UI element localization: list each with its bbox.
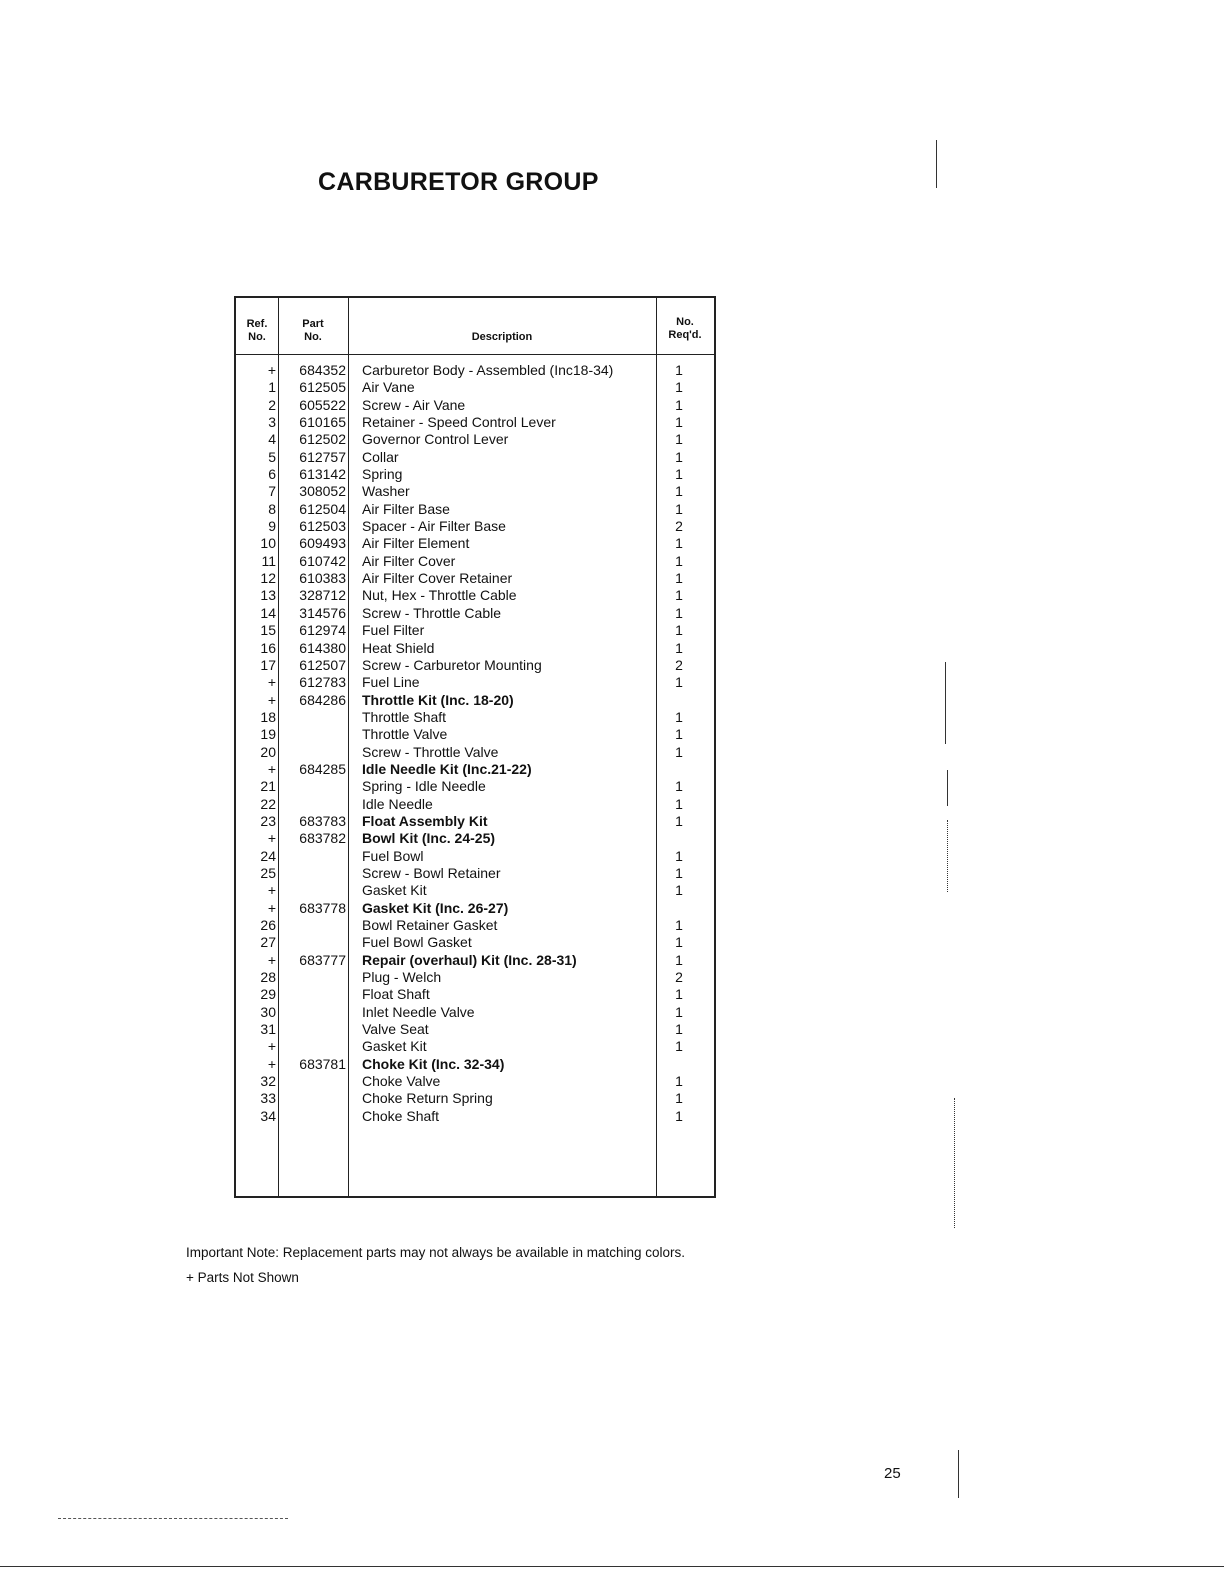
description-cell: Inlet Needle Valve — [362, 1003, 475, 1020]
ref-cell: 32 — [260, 1073, 276, 1090]
ref-cell: 11 — [261, 552, 276, 569]
header-qty — [656, 316, 714, 342]
table-row — [236, 553, 714, 570]
table-row — [236, 449, 714, 466]
quantity-cell: 1 — [675, 743, 683, 760]
header-description: Description — [471, 331, 533, 343]
quantity-cell: 1 — [675, 882, 683, 899]
margin-line — [958, 1450, 959, 1498]
ref-cell: 21 — [260, 778, 276, 795]
table-row — [236, 726, 714, 743]
description-cell: Float Assembly Kit — [362, 812, 488, 829]
description-cell: Idle Needle Kit (Inc.21-22) — [362, 760, 532, 777]
description-cell: Idle Needle — [362, 795, 433, 812]
table-row — [236, 605, 714, 622]
table-row — [236, 397, 714, 414]
table-row — [236, 1108, 714, 1125]
quantity-cell: 1 — [675, 1090, 683, 1107]
part-number-cell: 612783 — [299, 674, 346, 691]
ref-cell: 33 — [260, 1090, 276, 1107]
ref-cell: 20 — [260, 743, 276, 760]
ref-cell: + — [267, 1055, 276, 1072]
ref-cell: 18 — [260, 708, 276, 725]
ref-cell: 24 — [260, 847, 276, 864]
description-cell: Fuel Filter — [362, 622, 425, 639]
quantity-cell: 1 — [675, 951, 683, 968]
quantity-cell: 1 — [675, 379, 683, 396]
table-row — [236, 1073, 714, 1090]
ref-cell: 8 — [268, 500, 276, 517]
table-row — [236, 1021, 714, 1038]
ref-cell: 34 — [260, 1107, 276, 1124]
quantity-cell: 1 — [675, 1021, 683, 1038]
important-note: Important Note: Replacement parts may not always be available in matching colors. — [186, 1245, 685, 1260]
part-number-cell: 612505 — [299, 379, 346, 396]
table-row — [236, 796, 714, 813]
ref-cell: + — [267, 899, 276, 916]
ref-cell: 17 — [260, 656, 276, 673]
table-row — [236, 1056, 714, 1073]
ref-cell: 26 — [260, 917, 276, 933]
table-row — [236, 761, 714, 778]
description-cell: Bowl Retainer Gasket — [362, 917, 498, 933]
ref-cell: 9 — [268, 518, 276, 535]
quantity-cell: 1 — [675, 535, 683, 552]
description-cell: Air Filter Cover — [362, 552, 456, 569]
quantity-cell: 1 — [675, 726, 683, 743]
description-cell: Governor Control Lever — [362, 431, 509, 448]
description-cell: Gasket Kit — [362, 1038, 427, 1055]
description-cell: Retainer - Speed Control Lever — [362, 414, 556, 431]
table-row — [236, 501, 714, 518]
description-cell: Carburetor Body - Assembled (Inc18-34) — [362, 362, 614, 378]
table-row — [236, 1090, 714, 1107]
quantity-cell: 1 — [675, 1038, 683, 1055]
part-number-cell: 612757 — [299, 448, 346, 465]
margin-line — [954, 1098, 955, 1228]
quantity-cell: 1 — [675, 917, 683, 933]
quantity-cell: 1 — [675, 708, 683, 725]
ref-cell: 5 — [268, 448, 276, 465]
part-number-cell: 605522 — [299, 396, 346, 413]
quantity-cell: 1 — [675, 847, 683, 864]
part-number-cell: 683783 — [299, 812, 346, 829]
ref-cell: 3 — [268, 414, 276, 431]
table-row — [236, 431, 714, 448]
description-cell: Valve Seat — [362, 1021, 429, 1038]
quantity-cell: 1 — [675, 639, 683, 656]
scan-artifact — [58, 1518, 288, 1519]
ref-cell: 6 — [268, 466, 276, 483]
header-divider — [236, 354, 714, 355]
table-row — [236, 570, 714, 587]
part-number-cell: 314576 — [299, 604, 346, 621]
description-cell: Collar — [362, 448, 399, 465]
quantity-cell: 2 — [675, 656, 683, 673]
description-cell: Screw - Throttle Valve — [362, 743, 499, 760]
part-number-cell: 610383 — [299, 570, 346, 587]
description-cell: Screw - Carburetor Mounting — [362, 656, 542, 673]
table-row — [236, 986, 714, 1003]
margin-line — [945, 662, 946, 744]
part-number-cell: 684285 — [299, 760, 346, 777]
ref-cell: 28 — [260, 969, 276, 986]
quantity-cell: 2 — [675, 969, 683, 986]
ref-cell: 12 — [260, 570, 276, 587]
ref-cell: + — [267, 882, 276, 899]
quantity-cell: 1 — [675, 448, 683, 465]
ref-cell: + — [267, 830, 276, 847]
header-qty-line2: Req'd. — [668, 329, 702, 341]
table-row — [236, 622, 714, 639]
quantity-cell: 1 — [675, 570, 683, 587]
parts-not-shown-legend: + Parts Not Shown — [186, 1270, 299, 1285]
quantity-cell: 1 — [675, 1003, 683, 1020]
header-ref — [236, 318, 278, 344]
ref-cell: + — [267, 760, 276, 777]
part-number-cell: 610165 — [299, 414, 346, 431]
table-row — [236, 692, 714, 709]
header-qty-line1: No. — [676, 316, 694, 328]
part-number-cell: 612507 — [299, 656, 346, 673]
ref-cell: + — [267, 1038, 276, 1055]
ref-cell: 27 — [260, 934, 276, 951]
table-row — [236, 535, 714, 552]
quantity-cell: 1 — [675, 604, 683, 621]
description-cell: Gasket Kit — [362, 882, 427, 899]
description-cell: Repair (overhaul) Kit (Inc. 28-31) — [362, 951, 577, 968]
part-number-cell: 683781 — [299, 1055, 346, 1072]
table-row — [236, 778, 714, 795]
description-cell: Choke Return Spring — [362, 1090, 493, 1107]
parts-table — [234, 296, 716, 1198]
part-number-cell: 610742 — [299, 552, 346, 569]
ref-cell: 23 — [260, 812, 276, 829]
quantity-cell: 1 — [675, 795, 683, 812]
header-part — [278, 318, 348, 344]
description-cell: Fuel Bowl — [362, 847, 424, 864]
margin-line — [947, 820, 948, 892]
description-cell: Choke Kit (Inc. 32-34) — [362, 1055, 505, 1072]
margin-line — [936, 140, 937, 188]
table-row — [236, 379, 714, 396]
description-cell: Spring - Idle Needle — [362, 778, 486, 795]
ref-cell: 19 — [260, 726, 276, 743]
description-cell: Screw - Bowl Retainer — [362, 864, 501, 881]
header-part-line1: Part — [302, 318, 324, 330]
ref-cell: 4 — [268, 431, 276, 448]
table-row — [236, 518, 714, 535]
part-number-cell: 683778 — [299, 899, 346, 916]
ref-cell: 1 — [268, 379, 276, 396]
header-ref-line1: Ref. — [246, 318, 268, 330]
table-row — [236, 882, 714, 899]
quantity-cell: 1 — [675, 500, 683, 517]
quantity-cell: 1 — [675, 1107, 683, 1124]
quantity-cell: 1 — [675, 674, 683, 691]
quantity-cell: 1 — [675, 466, 683, 483]
quantity-cell: 1 — [675, 483, 683, 500]
table-row — [236, 848, 714, 865]
description-cell: Plug - Welch — [362, 969, 442, 986]
table-row — [236, 466, 714, 483]
table-row — [236, 640, 714, 657]
quantity-cell: 1 — [675, 622, 683, 639]
description-cell: Float Shaft — [362, 986, 430, 1003]
ref-cell: 15 — [260, 622, 276, 639]
ref-cell: 30 — [260, 1003, 276, 1020]
description-cell: Air Filter Base — [362, 500, 450, 517]
description-cell: Spacer - Air Filter Base — [362, 518, 506, 535]
table-row — [236, 709, 714, 726]
part-number-cell: 613142 — [299, 466, 346, 483]
ref-cell: 2 — [268, 396, 276, 413]
table-row — [236, 414, 714, 431]
ref-cell: 29 — [260, 986, 276, 1003]
description-cell: Choke Shaft — [362, 1107, 440, 1124]
parts-rows — [236, 362, 714, 1125]
ref-cell: + — [267, 362, 276, 378]
part-number-cell: 308052 — [299, 483, 346, 500]
table-row — [236, 900, 714, 917]
part-number-cell: 328712 — [299, 587, 346, 604]
quantity-cell: 1 — [675, 778, 683, 795]
description-cell: Choke Valve — [362, 1073, 441, 1090]
header-ref-line2: No. — [248, 331, 266, 343]
description-cell: Air Vane — [362, 379, 415, 396]
table-row — [236, 362, 714, 379]
ref-cell: 7 — [268, 483, 276, 500]
description-cell: Air Filter Element — [362, 535, 470, 552]
header-part-line2: No. — [304, 331, 322, 343]
part-number-cell: 684286 — [299, 691, 346, 708]
quantity-cell: 1 — [675, 431, 683, 448]
quantity-cell: 2 — [675, 518, 683, 535]
margin-line — [947, 770, 948, 806]
part-number-cell: 612503 — [299, 518, 346, 535]
description-cell: Air Filter Cover Retainer — [362, 570, 513, 587]
description-cell: Screw - Air Vane — [362, 396, 466, 413]
ref-cell: 22 — [260, 795, 276, 812]
table-row — [236, 587, 714, 604]
table-row — [236, 830, 714, 847]
bottom-rule — [0, 1566, 1224, 1567]
description-cell: Spring — [362, 466, 403, 483]
part-number-cell: 614380 — [299, 639, 346, 656]
quantity-cell: 1 — [675, 934, 683, 951]
quantity-cell: 1 — [675, 552, 683, 569]
page-number: 25 — [884, 1465, 901, 1482]
table-row — [236, 744, 714, 761]
table-row — [236, 483, 714, 500]
table-row — [236, 969, 714, 986]
ref-cell: 16 — [260, 639, 276, 656]
table-row — [236, 657, 714, 674]
description-cell: Throttle Valve — [362, 726, 448, 743]
description-cell: Throttle Shaft — [362, 708, 447, 725]
description-cell: Throttle Kit (Inc. 18-20) — [362, 691, 514, 708]
table-row — [236, 674, 714, 691]
quantity-cell: 1 — [675, 396, 683, 413]
table-row — [236, 917, 714, 934]
part-number-cell: 612504 — [299, 500, 346, 517]
description-cell: Gasket Kit (Inc. 26-27) — [362, 899, 509, 916]
description-cell: Screw - Throttle Cable — [362, 604, 502, 621]
part-number-cell: 612502 — [299, 431, 346, 448]
description-cell: Nut, Hex - Throttle Cable — [362, 587, 517, 604]
description-cell: Washer — [362, 483, 410, 500]
table-row — [236, 813, 714, 830]
quantity-cell: 1 — [675, 864, 683, 881]
ref-cell: 13 — [260, 587, 276, 604]
table-row — [236, 1038, 714, 1055]
description-cell: Heat Shield — [362, 639, 435, 656]
quantity-cell: 1 — [675, 414, 683, 431]
table-row — [236, 1004, 714, 1021]
quantity-cell: 1 — [675, 1073, 683, 1090]
table-row — [236, 934, 714, 951]
table-row — [236, 952, 714, 969]
page-title: CARBURETOR GROUP — [318, 168, 599, 196]
part-number-cell: 683777 — [299, 951, 346, 968]
ref-cell: 14 — [260, 604, 276, 621]
part-number-cell: 612974 — [299, 622, 346, 639]
ref-cell: + — [267, 951, 276, 968]
ref-cell: + — [267, 691, 276, 708]
description-cell: Fuel Bowl Gasket — [362, 934, 472, 951]
description-cell: Bowl Kit (Inc. 24-25) — [362, 830, 496, 847]
ref-cell: + — [267, 674, 276, 691]
quantity-cell: 1 — [675, 587, 683, 604]
description-cell: Fuel Line — [362, 674, 420, 691]
quantity-cell: 1 — [675, 362, 683, 378]
ref-cell: 10 — [260, 535, 276, 552]
ref-cell: 25 — [260, 864, 276, 881]
quantity-cell: 1 — [675, 812, 683, 829]
quantity-cell: 1 — [675, 986, 683, 1003]
part-number-cell: 609493 — [299, 535, 346, 552]
ref-cell: 31 — [260, 1021, 276, 1038]
part-number-cell: 684352 — [299, 362, 346, 378]
table-row — [236, 865, 714, 882]
part-number-cell: 683782 — [299, 830, 346, 847]
